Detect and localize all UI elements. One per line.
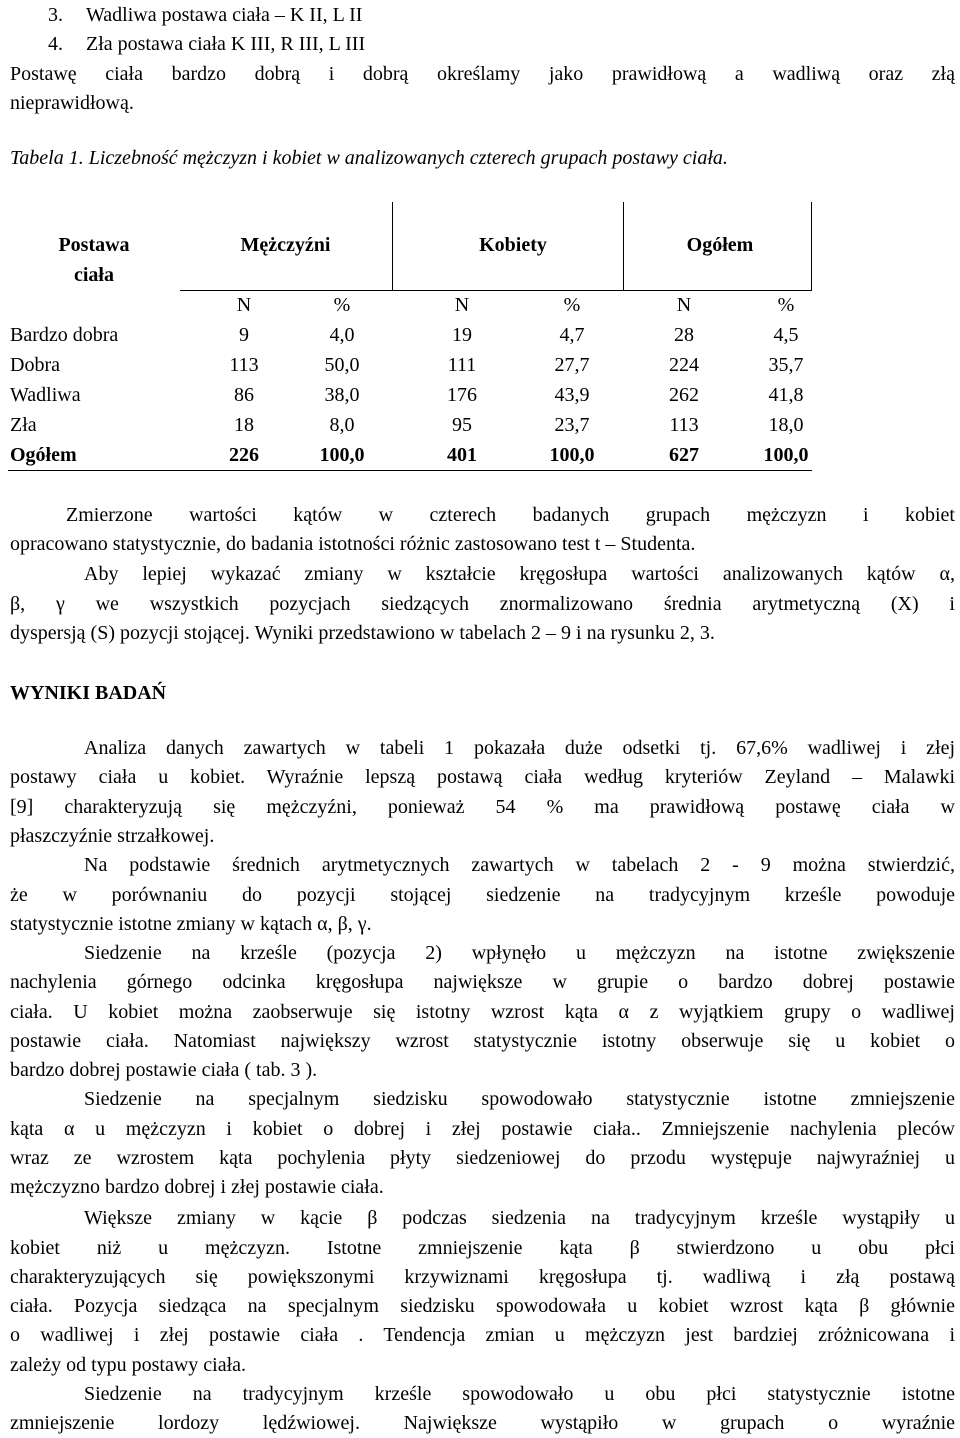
- table-cell: 27,7: [554, 354, 590, 376]
- paragraph-line: Siedzenie na specjalnym siedzisku spowodowało statystycznie istotne zmniejszenie: [84, 1088, 955, 1110]
- table-cell: 113: [229, 354, 259, 376]
- paragraph-line: że w porównaniu do pozycji stojącej siedzenie na tradycyjnym krześle powoduje: [10, 884, 955, 906]
- table-cell: 4,0: [329, 324, 355, 346]
- table-cell: 43,9: [554, 384, 590, 406]
- paragraph-line: Analiza danych zawartych w tabeli 1 pokazała duże odsetki tj. 67,6% wadliwej i złej: [84, 737, 955, 759]
- table-header-total: Ogółem: [686, 234, 754, 256]
- table-caption: Tabela 1. Liczebność mężczyzn i kobiet w analizowanych czterech grupach postawy ciała.: [10, 147, 728, 169]
- table-cell: 41,8: [768, 384, 804, 406]
- paragraph-line: Na podstawie średnich arytmetycznych zawartych w tabelach 2 - 9 można stwierdzić,: [84, 854, 955, 876]
- paragraph-line: Aby lepiej wykazać zmiany w kształcie kręgosłupa wartości analizowanych kątów α,: [84, 563, 955, 585]
- paragraph-line: [9] charakteryzują się mężczyźni, ponieważ 54 % ma prawidłową postawę ciała w: [10, 796, 955, 818]
- list-text: Wadliwa postawa ciała – K II, L II: [86, 4, 363, 26]
- paragraph-line: Większe zmiany w kącie β podczas siedzenia na tradycyjnym krześle wystąpiły u: [84, 1207, 955, 1229]
- paragraph-line: ciała. Pozycja siedząca na specjalnym siedzisku spowodowała u kobiet wzrost kąta β głównie: [10, 1295, 955, 1317]
- table-cell: 113: [669, 414, 699, 436]
- row-label: Dobra: [10, 354, 60, 376]
- paragraph-line: płaszczyźnie strzałkowej.: [10, 825, 215, 847]
- table-hline: [8, 470, 812, 471]
- paragraph-line: nachylenia górnego odcinka kręgosłupa największe w grupie o bardzo dobrej postawie: [10, 971, 955, 993]
- table-cell: 18: [234, 414, 254, 436]
- list-item: [48, 29, 948, 59]
- table-vline: [623, 202, 624, 290]
- section-heading: WYNIKI BADAŃ: [10, 682, 167, 704]
- paragraph-line: wraz ze wzrostem kąta pochylenia płyty siedzeniowej do przodu występuje najwyraźniej u: [10, 1147, 955, 1169]
- table-cell-total: 627: [669, 444, 699, 466]
- list-item: [48, 0, 948, 30]
- table-cell-total: 226: [229, 444, 259, 466]
- table-subheader: N: [454, 294, 470, 316]
- table-cell: 9: [239, 324, 249, 346]
- paragraph-line: β, γ we wszystkich pozycjach siedzących znormalizowano średnia arytmetyczną (X) i: [10, 593, 955, 615]
- table-cell: 38,0: [324, 384, 360, 406]
- table-cell: 28: [674, 324, 694, 346]
- table-header-men: Mężczyźni: [240, 234, 331, 256]
- list-number: 4.: [48, 33, 63, 55]
- paragraph-line: Siedzenie na tradycyjnym krześle spowodowało u obu płci statystycznie istotne: [84, 1383, 955, 1405]
- paragraph-line: kobiet niż u mężczyzn. Istotne zmniejszenie kąta β stwierdzono u obu płci: [10, 1237, 955, 1259]
- table-cell: 224: [669, 354, 699, 376]
- paragraph-line: dyspersją (S) pozycji stojącej. Wyniki przedstawiono w tabelach 2 – 9 i na rysunku 2, 3.: [10, 622, 715, 644]
- paragraph-line: postawie ciała. Natomiast największy wzrost statystycznie istotny obserwuje się u kobiet o: [10, 1030, 955, 1052]
- table-subheader: N: [676, 294, 692, 316]
- paragraph-line: bardzo dobrej postawie ciała ( tab. 3 ).: [10, 1059, 318, 1081]
- table-cell: 35,7: [768, 354, 804, 376]
- table-subheader: N: [236, 294, 252, 316]
- table-vline: [811, 202, 812, 290]
- table-cell: 19: [452, 324, 472, 346]
- table-cell-total: 100,0: [549, 444, 595, 466]
- table-cell: 4,5: [773, 324, 799, 346]
- paragraph-line: kąta α u mężczyzn i kobiet o dobrej i złej postawie ciała.. Zmniejszenie nachylenia pleców: [10, 1118, 955, 1140]
- table-subheader: %: [777, 294, 795, 316]
- paragraph-line: zmniejszenie lordozy lędźwiowej. Największe wystąpiło w grupach o wyraźnie: [10, 1412, 955, 1434]
- paragraph-line: postawy ciała u kobiet. Wyraźnie lepszą postawą ciała według kryteriów Zeyland – Malawki: [10, 766, 955, 788]
- list-number: 3.: [48, 4, 63, 26]
- paragraph-line: Zmierzone wartości kątów w czterech badanych grupach mężczyzn i kobiet: [66, 504, 955, 526]
- table-cell: 111: [447, 354, 477, 376]
- paragraph-line: nieprawidłową.: [10, 92, 134, 114]
- paragraph-line: zależy od typu postawy ciała.: [10, 1354, 247, 1376]
- table-cell-total: 401: [447, 444, 477, 466]
- table-cell: 262: [669, 384, 699, 406]
- list-text: Zła postawa ciała K III, R III, L III: [86, 33, 366, 55]
- table-header-posture-line2: ciała: [74, 264, 114, 286]
- table-cell: 176: [447, 384, 477, 406]
- paragraph-line: Siedzenie na krześle (pozycja 2) wpłynęło u mężczyzn na istotne zwiększenie: [84, 942, 955, 964]
- row-label: Bardzo dobra: [10, 324, 119, 346]
- paragraph-line: Postawę ciała bardzo dobrą i dobrą określamy jako prawidłową a wadliwą oraz złą: [10, 63, 955, 85]
- table-header-posture: Postawa: [58, 234, 130, 256]
- paragraph-line: opracowano statystycznie, do badania istotności różnic zastosowano test t – Studenta.: [10, 533, 696, 555]
- table-cell: 86: [234, 384, 254, 406]
- table-cell: 4,7: [559, 324, 585, 346]
- table-cell: 8,0: [329, 414, 355, 436]
- paragraph-line: o wadliwej i złej postawie ciała . Tendencja zmian u mężczyzn jest bardziej zróżnicowana i: [10, 1324, 955, 1346]
- row-label: Wadliwa: [10, 384, 81, 406]
- table-vline: [392, 202, 393, 290]
- table-header-women: Kobiety: [479, 234, 547, 256]
- paragraph-line: mężczyzno bardzo dobrej i złej postawie ciała.: [10, 1176, 384, 1198]
- paragraph-line: charakteryzujących się powiększonymi krzywiznami kręgosłupa tj. wadliwą i złą postawą: [10, 1266, 955, 1288]
- table-cell-total: 100,0: [319, 444, 365, 466]
- paragraph-line: ciała. U kobiet można zaobserwuje się istotny wzrost kąta α z wyjątkiem grupy o wadliwej: [10, 1001, 955, 1023]
- table-subheader: %: [333, 294, 351, 316]
- table-cell: 50,0: [324, 354, 360, 376]
- table-subheader: %: [563, 294, 581, 316]
- row-label-total: Ogółem: [10, 444, 77, 466]
- table-cell: 18,0: [768, 414, 804, 436]
- table-cell: 23,7: [554, 414, 590, 436]
- row-label: Zła: [10, 414, 37, 436]
- table-cell: 95: [452, 414, 472, 436]
- paragraph-line: statystycznie istotne zmiany w kątach α, β, γ.: [10, 913, 372, 935]
- table-cell-total: 100,0: [763, 444, 809, 466]
